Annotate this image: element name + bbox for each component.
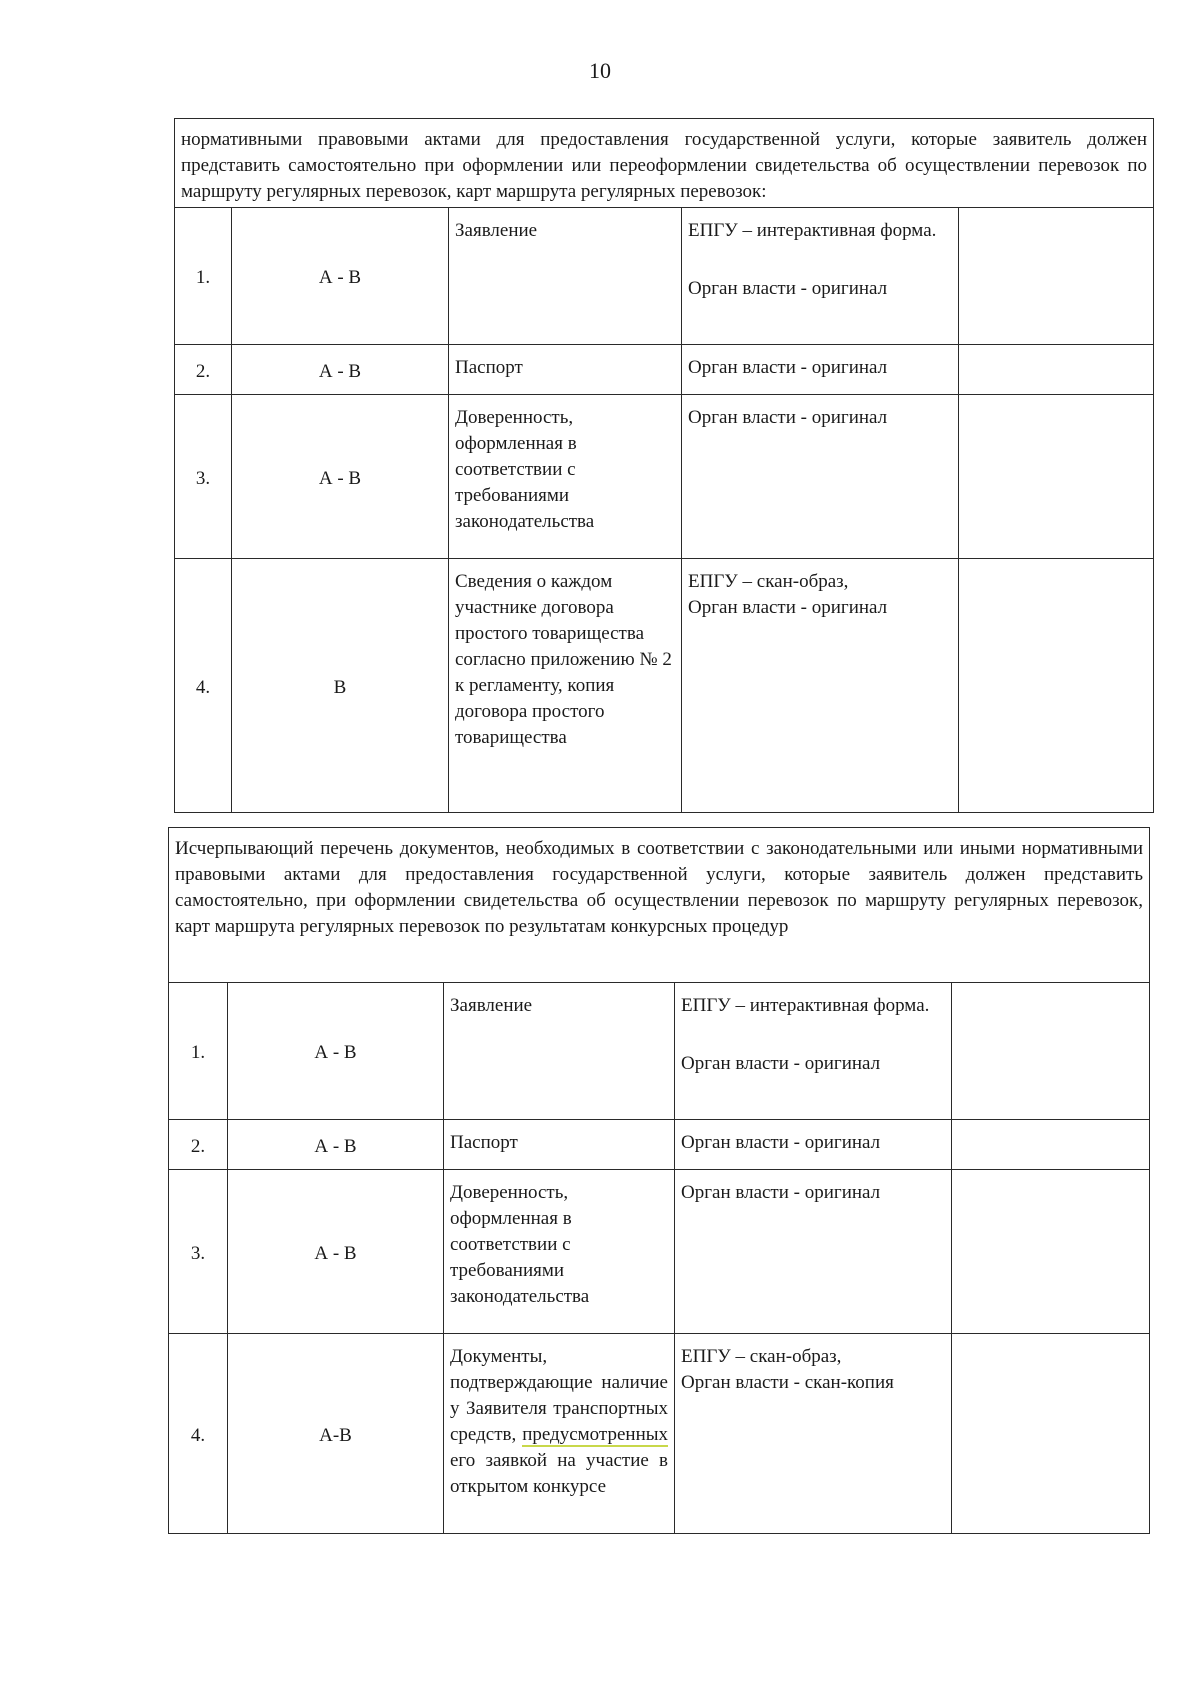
submission-form: [675, 1334, 952, 1534]
document-table-block-1: [174, 118, 1153, 813]
empty-cell: [952, 1170, 1150, 1334]
form-primary: ЕПГУ – скан-образ,: [681, 1346, 842, 1367]
document-table-block-2: [168, 827, 1149, 1534]
table-row: [175, 208, 1154, 345]
table-row: [175, 395, 1154, 559]
applicant-category: А - В: [232, 395, 449, 559]
form-primary: ЕПГУ – интерактивная форма.: [681, 995, 930, 1016]
table-row: [175, 559, 1154, 813]
form-secondary: Орган власти - оригинал: [688, 278, 888, 299]
row-number: 2.: [169, 1120, 228, 1170]
applicant-category: А - В: [232, 208, 449, 345]
document-name: Заявление: [444, 983, 675, 1120]
submission-form: [682, 559, 959, 813]
table-row: [169, 1170, 1150, 1334]
submission-form: Орган власти - оригинал: [675, 1170, 952, 1334]
table-2-header: Исчерпывающий перечень документов, необходимых в соответствии с законодательными или иными нормативными правовыми актами для предоставления государственной услуги, которые заявитель должен представить самостоятельно, при оформлении свидетельства об осуществлении перевозок по маршруту регулярных перевозок, карт маршрута регулярных перевозок по результатам конкурсных процедур: [169, 828, 1150, 983]
submission-form: Орган власти - оригинал: [675, 1120, 952, 1170]
document-name: Паспорт: [444, 1120, 675, 1170]
row-number: 4.: [169, 1334, 228, 1534]
form-secondary: Орган власти - оригинал: [688, 597, 888, 618]
applicant-category: А - В: [228, 983, 444, 1120]
table-1-header: нормативными правовыми актами для предоставления государственной услуги, которые заявитель должен представить самостоятельно при оформлении или переоформлении свидетельства об осуществлении перевозок по маршруту регулярных перевозок, карт маршрута регулярных перевозок:: [175, 119, 1154, 208]
form-secondary: Орган власти - скан-копия: [681, 1372, 894, 1393]
form-secondary: Орган власти - оригинал: [681, 1053, 881, 1074]
empty-cell: [952, 983, 1150, 1120]
applicant-category: А-В: [228, 1334, 444, 1534]
empty-cell: [959, 208, 1154, 345]
empty-cell: [959, 345, 1154, 395]
submission-form: [675, 983, 952, 1120]
row-number: 4.: [175, 559, 232, 813]
empty-cell: [952, 1334, 1150, 1534]
page-number: 10: [589, 58, 611, 83]
document-name-part-2: его заявкой на участие в открытом конкурсе: [450, 1450, 668, 1497]
applicant-category: В: [232, 559, 449, 813]
empty-cell: [959, 559, 1154, 813]
document-name: Заявление: [449, 208, 682, 345]
submission-form: Орган власти - оригинал: [682, 395, 959, 559]
row-number: 1.: [175, 208, 232, 345]
empty-cell: [959, 395, 1154, 559]
table-row: [169, 983, 1150, 1120]
row-number: 3.: [169, 1170, 228, 1334]
form-primary: ЕПГУ – скан-образ,: [688, 571, 849, 592]
document-name: Доверенность, оформленная в соответствии с требованиями законодательства: [444, 1170, 675, 1334]
applicant-category: А - В: [228, 1170, 444, 1334]
document-name-part-1: Документы, подтверждающие наличие у Заявителя транспортных средств,: [450, 1346, 668, 1445]
table-row: [169, 1120, 1150, 1170]
applicant-category: А - В: [232, 345, 449, 395]
documents-table-1: [174, 118, 1154, 813]
document-name-highlighted: предусмотренных: [522, 1424, 668, 1445]
row-number: 2.: [175, 345, 232, 395]
table-row: [169, 1334, 1150, 1534]
document-name: [444, 1334, 675, 1534]
submission-form: Орган власти - оригинал: [682, 345, 959, 395]
document-name: Паспорт: [449, 345, 682, 395]
table-row: [175, 345, 1154, 395]
row-number: 3.: [175, 395, 232, 559]
form-primary: ЕПГУ – интерактивная форма.: [688, 220, 937, 241]
document-name: Сведения о каждом участнике договора простого товарищества согласно приложению № 2 к регламенту, копия договора простого товарищества: [449, 559, 682, 813]
documents-table-2: [168, 827, 1150, 1534]
empty-cell: [952, 1120, 1150, 1170]
applicant-category: А - В: [228, 1120, 444, 1170]
submission-form: [682, 208, 959, 345]
document-name: Доверенность, оформленная в соответствии с требованиями законодательства: [449, 395, 682, 559]
row-number: 1.: [169, 983, 228, 1120]
